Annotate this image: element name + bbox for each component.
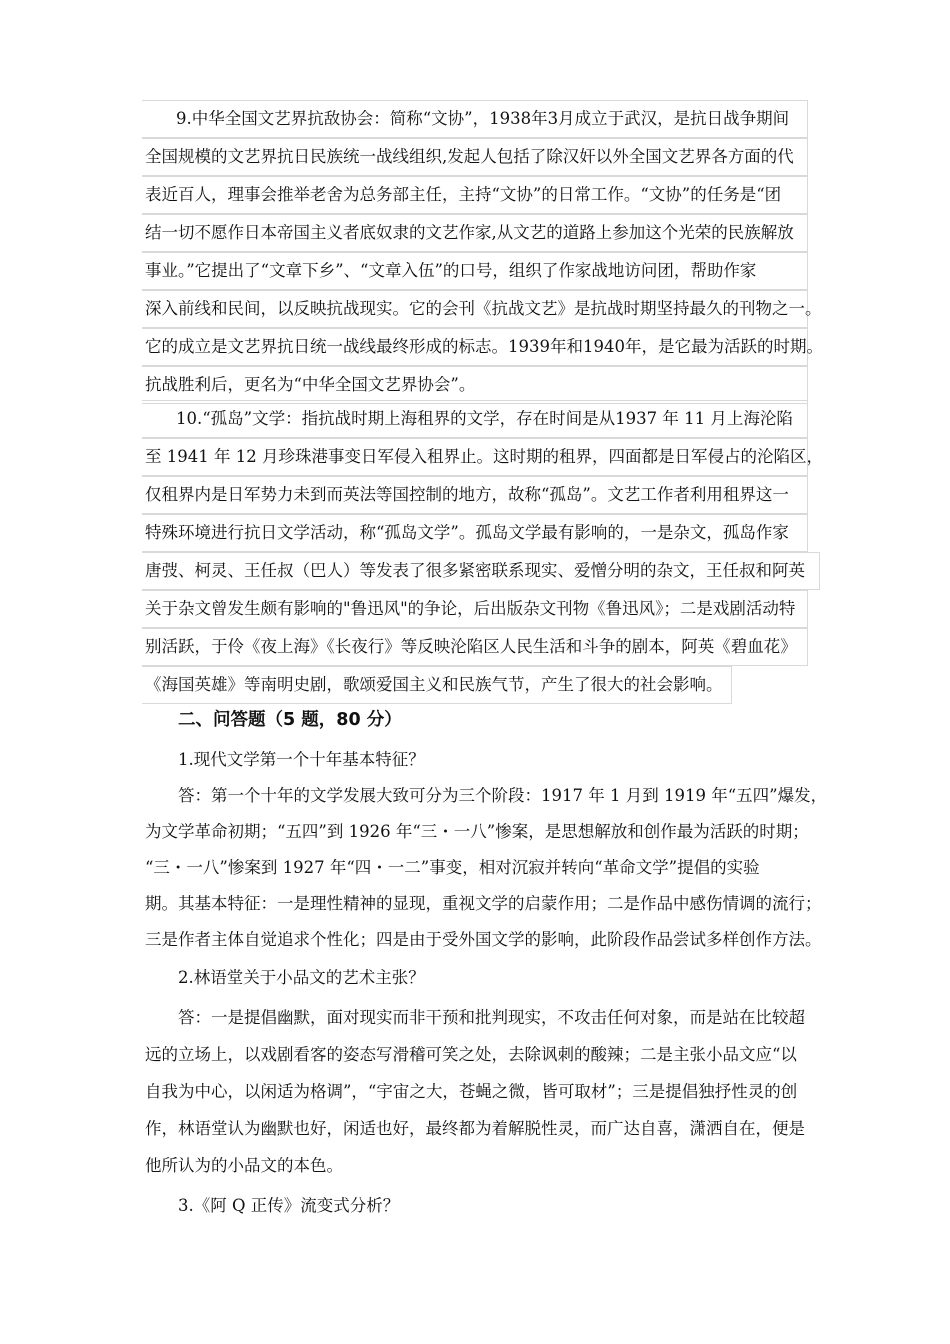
section10-line: 《海国英雄》等南明史剧，歌颂爱国主义和民族气节，产生了很大的社会影响。 — [142, 666, 732, 704]
section10-line: 仅租界内是日军势力未到而英法等国控制的地方，故称“孤岛”。文艺工作者利用租界这一 — [142, 476, 808, 514]
section10-line: 10.“孤岛”文学：指抗战时期上海租界的文学，存在时间是从1937 年 11 月上海沦陷 — [142, 400, 808, 438]
question-2: 2.林语堂关于小品文的艺术主张？ — [178, 968, 425, 987]
answer-1-line: “三・一八”惨案到 1927 年“四・一二”事变，相对沉寂并转向“革命文学”提倡的实验 — [145, 858, 760, 877]
answer-2-line: 他所认为的小品文的本色。 — [145, 1156, 343, 1175]
section10-line: 唐弢、柯灵、王任叔（巴人）等发表了很多紧密联系现实、爱憎分明的杂文，王任叔和阿英 — [142, 552, 820, 590]
answer-2-line: 答：一是提倡幽默，面对现实而非干预和批判现实，不攻击任何对象，而是站在比较超 — [178, 1008, 805, 1027]
answer-1-line: 为文学革命初期；“五四”到 1926 年“三・一八”惨案，是思想解放和创作最为活跃的时期； — [145, 822, 809, 841]
section10-line: 至 1941 年 12 月珍珠港事变日军侵入租界止。这时期的租界，四面都是日军侵占的沦陷区， — [142, 438, 808, 476]
section9-line: 深入前线和民间，以反映抗战现实。它的会刊《抗战文艺》是抗战时期坚持最久的刊物之一。 — [142, 290, 808, 328]
question-1: 1.现代文学第一个十年基本特征？ — [178, 750, 425, 769]
section10-line: 特殊环境进行抗日文学活动，称“孤岛文学”。孤岛文学最有影响的，一是杂文，孤岛作家 — [142, 514, 808, 552]
answer-2-line: 远的立场上，以戏剧看客的姿态写滑稽可笑之处，去除讽刺的酸辣；二是主张小品文应“以 — [145, 1045, 797, 1064]
section9-line: 结一切不愿作日本帝国主义者底奴隶的文艺作家,从文艺的道路上参加这个光荣的民族解放 — [142, 214, 808, 252]
section10-line: 别活跃，于伶《夜上海》《长夜行》等反映沦陷区人民生活和斗争的剧本，阿英《碧血花》 — [142, 628, 808, 666]
section9-line: 9.中华全国文艺界抗敌协会：简称“文协”，1938年3月成立于武汉，是抗日战争期间 — [142, 100, 808, 138]
section9-line: 它的成立是文艺界抗日统一战线最终形成的标志。1939年和1940年，是它最为活跃的时期。 — [142, 328, 808, 366]
section9-line: 抗战胜利后，更名为“中华全国文艺界协会”。 — [142, 366, 808, 404]
answer-2-line: 作，林语堂认为幽默也好，闲适也好，最终都为着解脱性灵，而广达自喜，潇洒自在，便是 — [145, 1119, 805, 1138]
answer-1-line: 期。其基本特征：一是理性精神的显现，重视文学的启蒙作用；二是作品中感伤情调的流行； — [145, 894, 822, 913]
answer-1-line: 三是作者主体自觉追求个性化；四是由于受外国文学的影响，此阶段作品尝试多样创作方法。 — [145, 930, 822, 949]
answer-2-line: 自我为中心，以闲适为格调”，“宇宙之大，苍蝇之微，皆可取材”；三是提倡独抒性灵的创 — [145, 1082, 798, 1101]
section10-line: 关于杂文曾发生颇有影响的"鲁迅风"的争论，后出版杂文刊物《鲁迅风》；二是戏剧活动特 — [142, 590, 808, 628]
answer-1-line: 答：第一个十年的文学发展大致可分为三个阶段：1917 年 1 月到 1919 年“五四”爆发， — [178, 786, 828, 805]
question-3: 3.《阿 Q 正传》流变式分析？ — [178, 1196, 400, 1215]
section9-line: 全国规模的文艺界抗日民族统一战线组织,发起人包括了除汉奸以外全国文艺界各方面的代 — [142, 138, 808, 176]
section9-line: 事业。”它提出了“文章下乡”、“文章入伍”的口号，组织了作家战地访问团，帮助作家 — [142, 252, 808, 290]
section9-line: 表近百人，理事会推举老舍为总务部主任，主持“文协”的日常工作。“文协”的任务是“团 — [142, 176, 808, 214]
qa-section-heading: 二、问答题（5 题，80 分） — [178, 710, 402, 730]
